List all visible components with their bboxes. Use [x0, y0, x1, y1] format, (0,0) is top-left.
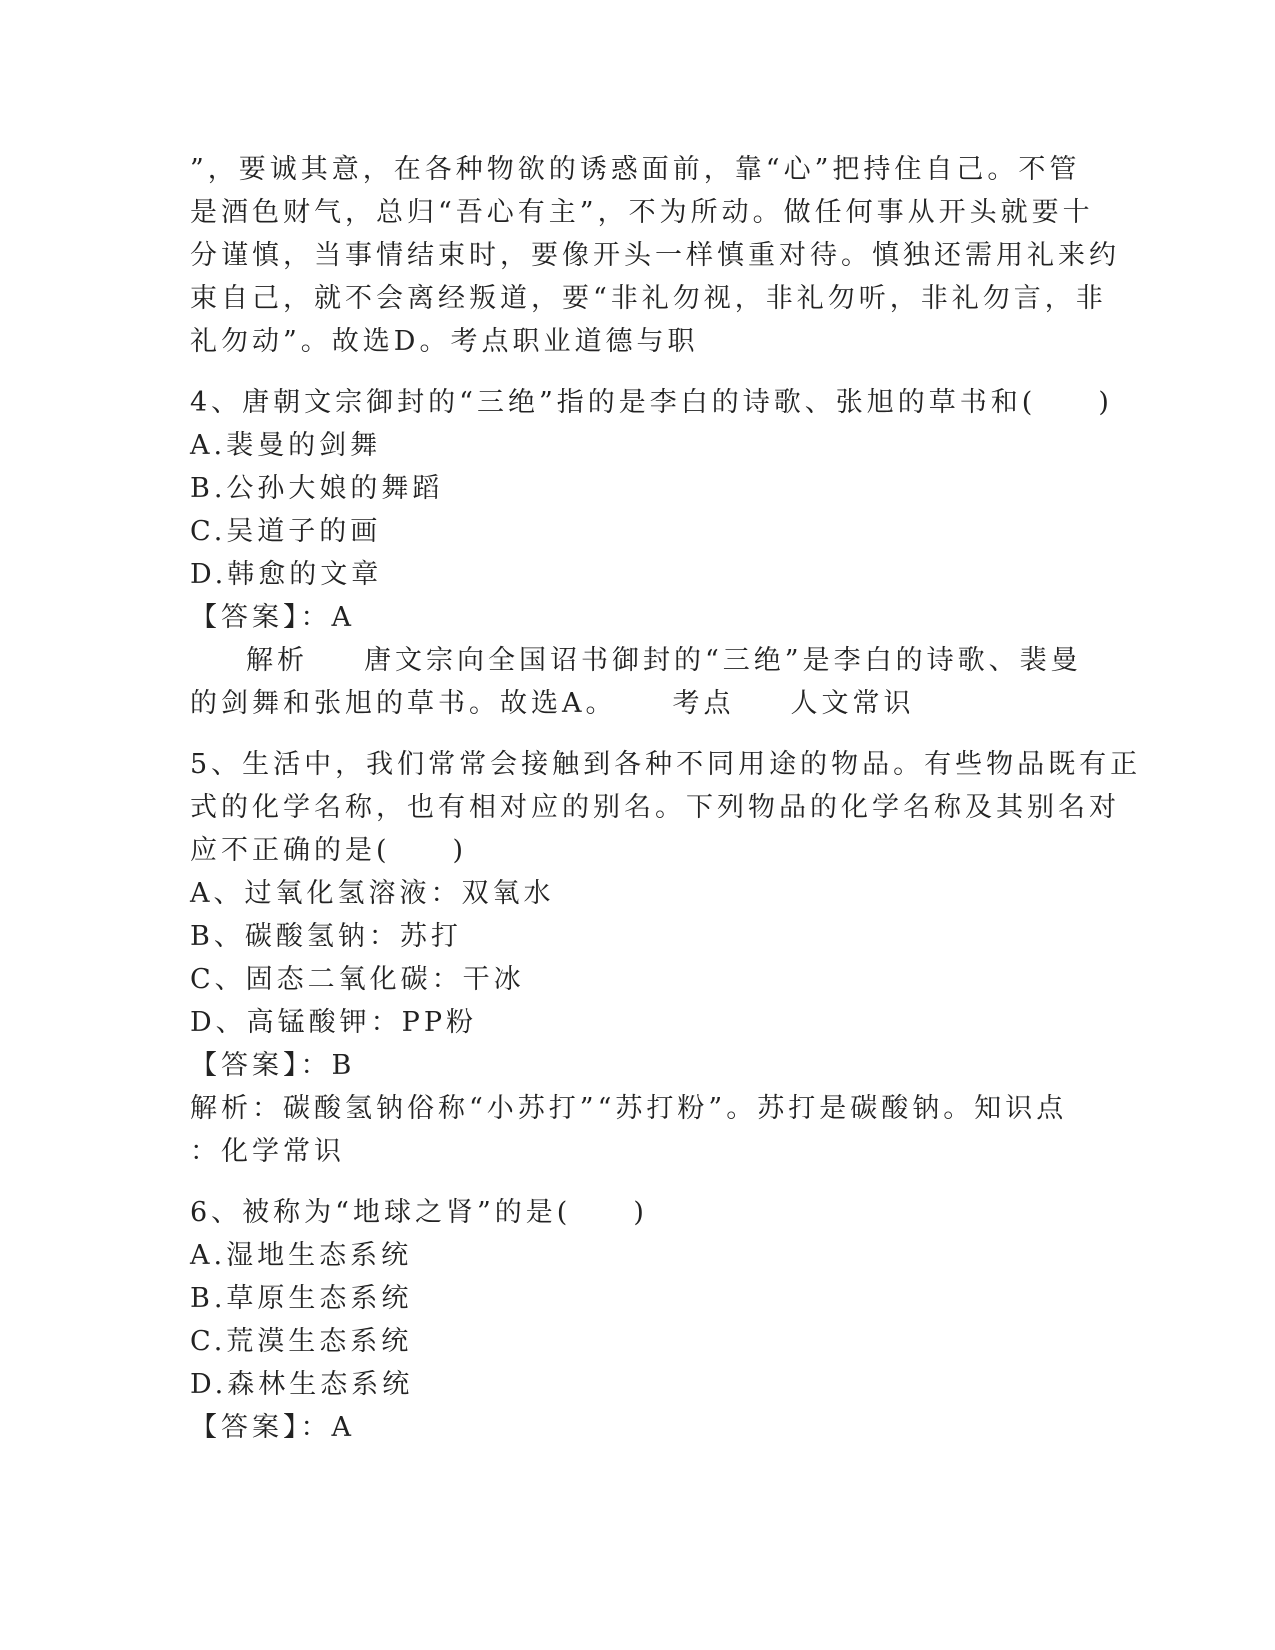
question-stem: 5、生活中，我们常常会接触到各种不同用途的物品。有些物品既有正 [190, 749, 1142, 780]
answer: 【答案】：A [190, 602, 355, 633]
question-4 [190, 381, 1113, 725]
analysis-line [190, 639, 1085, 682]
analysis-text: 的剑舞和张旭的草书。故选A。 [190, 688, 617, 719]
question-stem: 4、唐朝文宗御封的“三绝”指的是李白的诗歌、张旭的草书和( ) [190, 387, 1113, 418]
option-b: B.公孙大娘的舞蹈 [190, 473, 444, 504]
option-d: D.韩愈的文章 [190, 559, 383, 590]
option-a: A.裴曼的剑舞 [190, 430, 382, 461]
option-a: A.湿地生态系统 [190, 1240, 413, 1271]
previous-explanation [190, 148, 1120, 363]
option-c: C、固态二氧化碳：干冰 [190, 964, 525, 995]
question-stem: 6、被称为“地球之肾”的是( ) [190, 1197, 648, 1228]
option-d: D.森林生态系统 [190, 1369, 414, 1400]
analysis-line: ：化学常识 [190, 1136, 345, 1167]
answer: 【答案】：B [190, 1050, 356, 1081]
paragraph-line: 束自己，就不会离经叛道，要“非礼勿视，非礼勿听，非礼勿言，非 [190, 283, 1107, 314]
paragraph-line: 礼勿动”。故选D。考点职业道德与职 [190, 326, 699, 357]
point-value: 人文常识 [790, 688, 915, 719]
option-b: B.草原生态系统 [190, 1283, 413, 1314]
analysis-label: 解析 [246, 645, 308, 676]
option-c: C.吴道子的画 [190, 516, 382, 547]
answer: 【答案】：A [190, 1412, 355, 1443]
question-5 [190, 743, 1142, 1173]
document-page [190, 148, 1142, 1449]
analysis-line [190, 682, 1085, 725]
analysis-text: 唐文宗向全国诏书御封的“三绝”是李白的诗歌、裴曼 [364, 645, 1082, 676]
option-b: B、碳酸氢钠：苏打 [190, 921, 462, 952]
analysis-line: 解析：碳酸氢钠俗称“小苏打”“苏打粉”。苏打是碳酸钠。知识点 [190, 1093, 1068, 1124]
option-d: D、高锰酸钾：PP粉 [190, 1007, 477, 1038]
paragraph-line: 分谨慎，当事情结束时，要像开头一样慎重对待。慎独还需用礼来约 [190, 240, 1120, 271]
paragraph-line: ”，要诚其意，在各种物欲的诱惑面前，靠“心”把持住自己。不管 [190, 154, 1081, 185]
paragraph-line: 是酒色财气，总归“吾心有主”，不为所动。做任何事从开头就要十 [190, 197, 1094, 228]
point-label: 考点 [672, 688, 735, 719]
option-a: A、过氧化氢溶液：双氧水 [190, 878, 555, 909]
option-c: C.荒漠生态系统 [190, 1326, 413, 1357]
question-6 [190, 1191, 1085, 1449]
question-stem: 式的化学名称，也有相对应的别名。下列物品的化学名称及其别名对 [190, 792, 1120, 823]
question-stem: 应不正确的是( ) [190, 835, 468, 866]
